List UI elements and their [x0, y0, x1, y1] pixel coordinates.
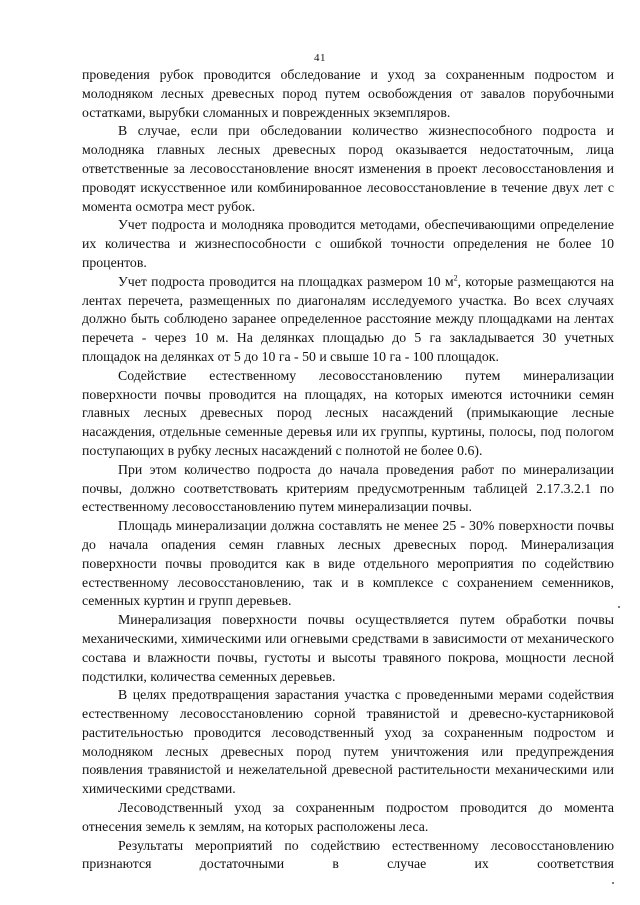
paragraph-9: В целях предотвращения зарастания участка с проведенными мерами содействия естественному лесовосстановлению сорной травянистой и древесно-кустарниковой растительностью проводится лесоводственный уход за сохраненным подростом и молодняком лесных древесных пород путем уничтожения или предупреждения появления травянистой и нежелательной древесной растительности механическими или химическими средствами. — [82, 687, 614, 797]
scan-speck — [618, 606, 620, 608]
paragraph-1: проведения рубок проводится обследование и уход за сохраненным подростом и молодняком лесных древесных пород путем освобождения от завалов порубочными остатками, вырубки сломанных и поврежденных экземпляров. — [82, 67, 614, 120]
scan-speck — [612, 882, 614, 884]
superscript-exponent: 2 — [453, 273, 458, 283]
paragraph-8: Минерализация поверхности почвы осуществляется путем обработки почвы механическими, химическими или огневыми средствами в зависимости от механического состава и влажности почвы, густоты и высоты травяного покрова, мощности лесной подстилки, количества семенных деревьев. — [82, 612, 614, 684]
paragraph-2: В случае, если при обследовании количество жизнеспособного подроста и молодняка главных лесных древесных пород оказывается недостаточным, лица ответственные за лесовосстановление вносят изменения в проект лесовосстановления и проводят искусственное или комбинированное лесовосстановление в течение двух лет с момента осмотра мест рубок. — [82, 123, 614, 214]
document-body — [82, 66, 614, 874]
paragraph-6: При этом количество подроста до начала проведения работ по минерализации почвы, должно соответствовать критериям предусмотренным таблицей 2.17.3.2.1 по естественному лесовосстановлению путем минерализации почвы. — [82, 461, 614, 515]
paragraph-4 — [82, 273, 614, 367]
paragraph-4-text-end: , которые размещаются на лентах перечета, размещенных по диагоналям исследуемого участка. Во всех случаях должно быть соблюдено заранее определенное расстояние между площадками на лентах перечета - через 10 м. На делянках площадью до 5 га закладывается 30 учетных площадок на делянках от 5 до 10 га - 50 и свыше 10 га - 100 площадок. — [82, 273, 614, 364]
paragraph-5: Содействие естественному лесовосстановлению путем минерализации поверхности почвы проводится на площадях, на которых имеются источники семян главных лесных древесных пород лесных насаждений (примыкающие лесные насаждения, отдельные семенные деревья или их группы, куртины, полосы, под пологом поступающих в рубку лесных насаждений с полнотой не более 0.6). — [82, 367, 614, 458]
paragraph-4-text-start: Учет подроста проводится на площадках размером 10 м — [118, 273, 454, 289]
paragraph-10: Лесоводственный уход за сохраненным подростом проводится до момента отнесения земель к землям, на которых расположены леса. — [82, 800, 614, 834]
paragraph-7: Площадь минерализации должна составлять не менее 25 - 30% поверхности почвы до начала опадения семян главных лесных древесных пород. Минерализация поверхности почвы проводится как в виде отдельного мероприятия по содействию естественному лесовосстановлению, так и в комплексе с сохранением семенников, семенных куртин и групп деревьев. — [82, 518, 614, 609]
page-number: 41 — [314, 52, 326, 64]
paragraph-11: Результаты мероприятий по содействию естественному лесовосстановлению признаются достаточными в случае их соответствия — [82, 837, 614, 872]
paragraph-3: Учет подроста и молодняка проводится методами, обеспечивающими определение их количества и жизнеспособности с ошибкой точности определения не более 10 процентов. — [82, 217, 614, 270]
